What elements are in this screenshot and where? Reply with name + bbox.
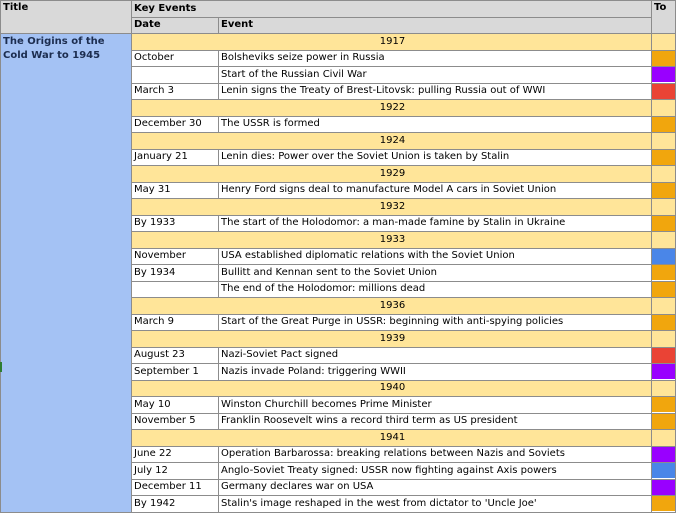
event-cell[interactable]: Henry Ford signs deal to manufacture Model A cars in Soviet Union [219,182,652,199]
event-cell[interactable]: Lenin signs the Treaty of Brest-Litovsk: pulling Russia out of WWI [219,83,652,100]
title-header[interactable]: Title [1,1,132,34]
topic-cell[interactable] [652,50,676,67]
topic-cell[interactable] [652,232,676,249]
topic-cell[interactable] [652,67,676,84]
topic-cell[interactable] [652,364,676,381]
topic-cell[interactable] [652,347,676,364]
date-cell[interactable]: October [132,50,219,67]
topic-cell[interactable] [652,34,676,51]
year-cell[interactable]: 1917 [132,34,652,51]
topic-color-swatch [652,183,675,198]
year-row [1,34,676,51]
topic-color-swatch [652,249,675,264]
topic-cell[interactable] [652,479,676,496]
topic-cell[interactable] [652,100,676,117]
event-cell[interactable]: Winston Churchill becomes Prime Minister [219,397,652,414]
date-cell[interactable]: March 3 [132,83,219,100]
topic-color-swatch [652,51,675,66]
topic-color-swatch [652,315,675,330]
event-cell[interactable]: Operation Barbarossa: breaking relations between Nazis and Soviets [219,446,652,463]
topic-color-swatch [652,364,675,379]
topic-cell[interactable] [652,463,676,480]
topic-cell[interactable] [652,430,676,447]
date-cell[interactable]: November 5 [132,413,219,430]
title-cell[interactable]: The Origins of the Cold War to 1945 [1,34,132,513]
event-cell[interactable]: Nazi-Soviet Pact signed [219,347,652,364]
topic-cell[interactable] [652,83,676,100]
date-cell[interactable] [132,281,219,298]
topic-cell[interactable] [652,265,676,282]
date-cell[interactable]: June 22 [132,446,219,463]
date-cell[interactable]: By 1933 [132,215,219,232]
topic-cell[interactable] [652,281,676,298]
date-cell[interactable]: January 21 [132,149,219,166]
topic-color-swatch [652,84,675,99]
topic-color-swatch [652,414,675,429]
topic-cell[interactable] [652,182,676,199]
topic-cell[interactable] [652,413,676,430]
topic-cell[interactable] [652,314,676,331]
date-cell[interactable]: By 1942 [132,496,219,513]
date-cell[interactable]: July 12 [132,463,219,480]
date-cell[interactable]: November [132,248,219,265]
topic-header[interactable]: To [652,1,676,34]
topic-cell[interactable] [652,496,676,513]
date-cell[interactable]: August 23 [132,347,219,364]
topic-color-swatch [652,480,675,495]
topic-cell[interactable] [652,166,676,183]
topic-cell[interactable] [652,199,676,216]
year-cell[interactable]: 1940 [132,380,652,397]
row-marker [0,362,2,372]
topic-color-swatch [652,117,675,132]
year-cell[interactable]: 1929 [132,166,652,183]
event-header[interactable]: Event [219,17,652,34]
topic-cell[interactable] [652,215,676,232]
key-events-header[interactable]: Key Events [132,1,652,18]
event-cell[interactable]: The end of the Holodomor: millions dead [219,281,652,298]
topic-cell[interactable] [652,248,676,265]
event-cell[interactable]: Stalin's image reshaped in the west from dictator to 'Uncle Joe' [219,496,652,513]
event-cell[interactable]: Germany declares war on USA [219,479,652,496]
year-cell[interactable]: 1939 [132,331,652,348]
event-cell[interactable]: Bullitt and Kennan sent to the Soviet Union [219,265,652,282]
date-cell[interactable]: March 9 [132,314,219,331]
year-cell[interactable]: 1936 [132,298,652,315]
event-cell[interactable]: Start of the Great Purge in USSR: beginning with anti-spying policies [219,314,652,331]
topic-cell[interactable] [652,446,676,463]
topic-color-swatch [652,496,675,511]
topic-cell[interactable] [652,298,676,315]
topic-cell[interactable] [652,331,676,348]
event-cell[interactable]: Franklin Roosevelt wins a record third term as US president [219,413,652,430]
year-cell[interactable]: 1922 [132,100,652,117]
date-cell[interactable] [132,67,219,84]
event-cell[interactable]: Nazis invade Poland: triggering WWII [219,364,652,381]
date-cell[interactable]: May 10 [132,397,219,414]
date-cell[interactable]: September 1 [132,364,219,381]
topic-color-swatch [652,282,675,297]
date-cell[interactable]: December 11 [132,479,219,496]
date-cell[interactable]: By 1934 [132,265,219,282]
topic-color-swatch [652,265,675,280]
event-cell[interactable]: The start of the Holodomor: a man-made famine by Stalin in Ukraine [219,215,652,232]
event-cell[interactable]: The USSR is formed [219,116,652,133]
topic-color-swatch [652,216,675,231]
date-header[interactable]: Date [132,17,219,34]
topic-cell[interactable] [652,133,676,150]
date-cell[interactable]: December 30 [132,116,219,133]
event-cell[interactable]: Bolsheviks seize power in Russia [219,50,652,67]
topic-cell[interactable] [652,116,676,133]
year-cell[interactable]: 1933 [132,232,652,249]
topic-color-swatch [652,348,675,363]
topic-color-swatch [652,397,675,412]
date-cell[interactable]: May 31 [132,182,219,199]
topic-color-swatch [652,463,675,478]
topic-cell[interactable] [652,149,676,166]
year-cell[interactable]: 1924 [132,133,652,150]
topic-cell[interactable] [652,397,676,414]
topic-color-swatch [652,150,675,165]
topic-cell[interactable] [652,380,676,397]
year-cell[interactable]: 1932 [132,199,652,216]
event-cell[interactable]: USA established diplomatic relations with the Soviet Union [219,248,652,265]
event-cell[interactable]: Anglo-Soviet Treaty signed: USSR now fighting against Axis powers [219,463,652,480]
header-row-1 [1,1,676,18]
topic-color-swatch [652,447,675,462]
topic-color-swatch [652,67,675,82]
year-cell[interactable]: 1941 [132,430,652,447]
event-cell[interactable]: Lenin dies: Power over the Soviet Union is taken by Stalin [219,149,652,166]
event-cell[interactable]: Start of the Russian Civil War [219,67,652,84]
